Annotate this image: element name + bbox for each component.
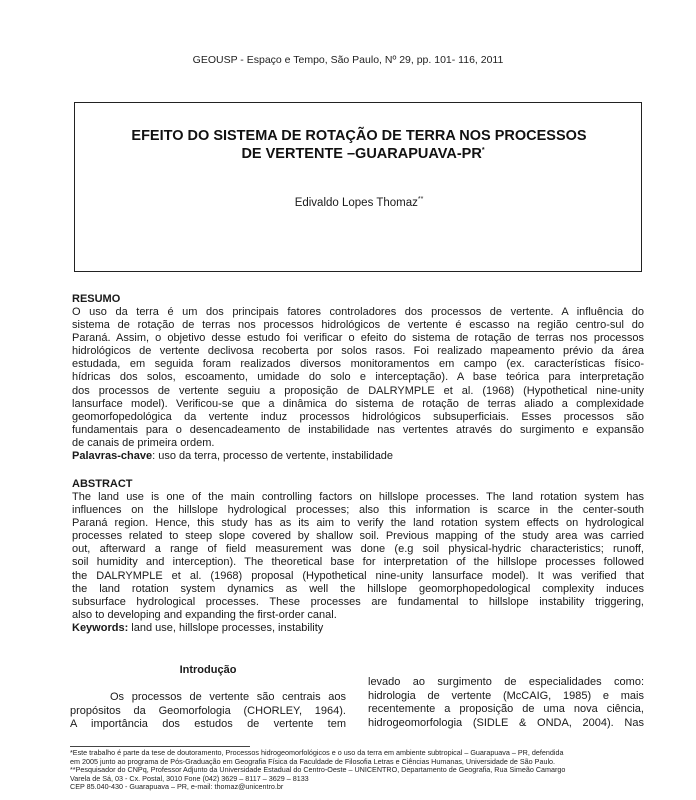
title-line-1: EFEITO DO SISTEMA DE ROTAÇÃO DE TERRA NOS PROCESSOS	[131, 128, 587, 144]
abstract-keywords	[72, 622, 644, 635]
footnote-line: em 2005 junto ao programa de Pós-Graduação em Geografia Física da Faculdade de Filosofia Letras e Ciências Humanas, Universidade de São Paulo.	[70, 756, 556, 766]
resumo-line: de canais de primeira ordem.	[72, 436, 215, 449]
intro-right-line: hidrogeomorfologia (SIDLE & ONDA, 2004). Nas	[368, 716, 644, 729]
abstract-line: soil humidity and interception). The theoretical base for interpretation of the hillslope processes followed	[72, 556, 644, 569]
journal-header: GEOUSP - Espaço e Tempo, São Paulo, Nº 29, pp. 101- 116, 2011	[192, 54, 504, 66]
footnote-line: CEP 85.040-430 - Guarapuava – PR, e-mail: thomaz@unicentro.br	[70, 782, 284, 792]
intro-left-line: Os processos de vertente são centrais aos	[110, 691, 346, 703]
author-line	[75, 197, 643, 209]
intro-left-column	[70, 691, 346, 732]
resumo-keywords-text: : uso da terra, processo de vertente, instabilidade	[152, 450, 394, 463]
footnote-line: Varela de Sá, 03 - Cx. Postal, 3010 Fone (042) 3629 – 8117 – 3629 – 8133	[70, 773, 309, 783]
abstract-line: processes related to steep slope covered by shallow soil. Previous mapping of the study area was carried	[72, 530, 644, 543]
footnote-line: **Pesquisador do CNPq, Professor Adjunto da Universidade Estadual do Centro-Oeste – UNICENTRO, Departamento de Geografia, Rua Simeão Camargo	[70, 765, 566, 775]
intro-right-line: hidrologia de vertente (McCAIG, 1985) e mais	[368, 689, 644, 702]
resumo-heading: RESUMO	[72, 293, 121, 305]
resumo-line: hidrológicos de vertente declivosa recoberta por solos rasos. Foi realizado mapeamento prévio da área	[72, 345, 644, 358]
footnote-line: *Este trabalho é parte da tese de doutoramento, Processos hidrogeomorfológicos e o uso da terra em ambiente subtropical – Guarapuava – PR, defendida	[70, 748, 564, 757]
abstract-body	[72, 491, 644, 635]
abstract-line: also to developing and expanding the first-order canal.	[72, 608, 337, 621]
author-name: Edivaldo Lopes Thomaz	[294, 197, 418, 209]
resumo-line: O uso da terra é um dos principais fatores controladores dos processos de vertente. A influência do	[72, 306, 644, 318]
intro-right-line: recentemente a proposição de uma nova ciência,	[368, 703, 644, 715]
intro-right-column	[368, 676, 644, 730]
title-footnote-mark: *	[481, 147, 485, 155]
resumo-body	[72, 306, 644, 463]
abstract-keywords-label: Keywords:	[72, 621, 129, 634]
abstract-line: The land use is one of the main controlling factors on hillslope processes. The land rotation system has	[72, 491, 644, 503]
resumo-line: fundamentais para o desencadeamento de instabilidade nas vertentes através do surgimento e expansão	[72, 423, 644, 436]
intro-left-line: A importância dos estudos de vertente tem	[70, 718, 346, 730]
intro-left-line: propósitos da Geomorfologia (CHORLEY, 1964).	[70, 704, 346, 717]
abstract-line: out, afterward a range of field measurement was done (e.g soil physical-hydric characteristics; runoff,	[72, 543, 644, 556]
abstract-line: subsurface hydrological processes. These processes are fundamental to hillslope instability triggering,	[72, 595, 644, 608]
title-line-2	[75, 146, 643, 163]
footnotes	[70, 749, 646, 792]
abstract-line: the DALRYMPLE et al. (1968) proposal (Hypothetical nine-unity lansurface model). It was verified that	[72, 569, 644, 582]
abstract-line: influences on the hillslope hydrological processes; also this information is scarce in the center-south	[72, 504, 644, 517]
abstract-line: Paraná region. Hence, this study has as its aim to verify the land rotation system effects on hydrological	[72, 517, 644, 530]
title-line-2-text: DE VERTENTE –GUARAPUAVA-PR	[241, 146, 482, 162]
resumo-line: hídricas dos solos, escoamento, umidade do solo e interceptação). A base teórica para interpretação	[72, 371, 644, 384]
author-footnote-mark: **	[417, 196, 424, 204]
title-box	[74, 102, 642, 272]
resumo-line: sistema de rotação de terras nos processos hidrológicos de vertente é escasso na região centro-sul do	[72, 319, 644, 332]
resumo-line: Paraná. Assim, o objetivo desse estudo foi verificar o efeito do sistema de rotação de terras nos processos	[72, 332, 644, 345]
abstract-heading: ABSTRACT	[72, 478, 133, 490]
resumo-keywords-label: Palavras-chave	[72, 450, 153, 463]
resumo-line: dos processos de vertente seguiu a proposição de DALRYMPLE et al. (1968) (Hypothetical nine-unity	[72, 384, 644, 397]
resumo-line: estudada, em seguida foram realizados diversos monitoramentos em campo (ex. características físico-	[72, 358, 644, 371]
intro-right-line: levado ao surgimento de especialidades como:	[368, 676, 644, 688]
resumo-line: geomorfopedológica da vertente induz processos hidrológicos subsuperficiais. Esses processos são	[72, 410, 644, 423]
abstract-keywords-text: land use, hillslope processes, instability	[128, 621, 324, 634]
abstract-line: the land rotation system dynamics as well the hillslope geomorphopedological complexity induces	[72, 582, 644, 595]
footnote-separator	[70, 746, 250, 747]
resumo-keywords	[72, 450, 644, 463]
intro-heading: Introdução	[179, 664, 237, 676]
resumo-line: lansurface model). Verificou-se que a dinâmica do sistema de rotação de terras aliado a complexidade	[72, 397, 644, 410]
